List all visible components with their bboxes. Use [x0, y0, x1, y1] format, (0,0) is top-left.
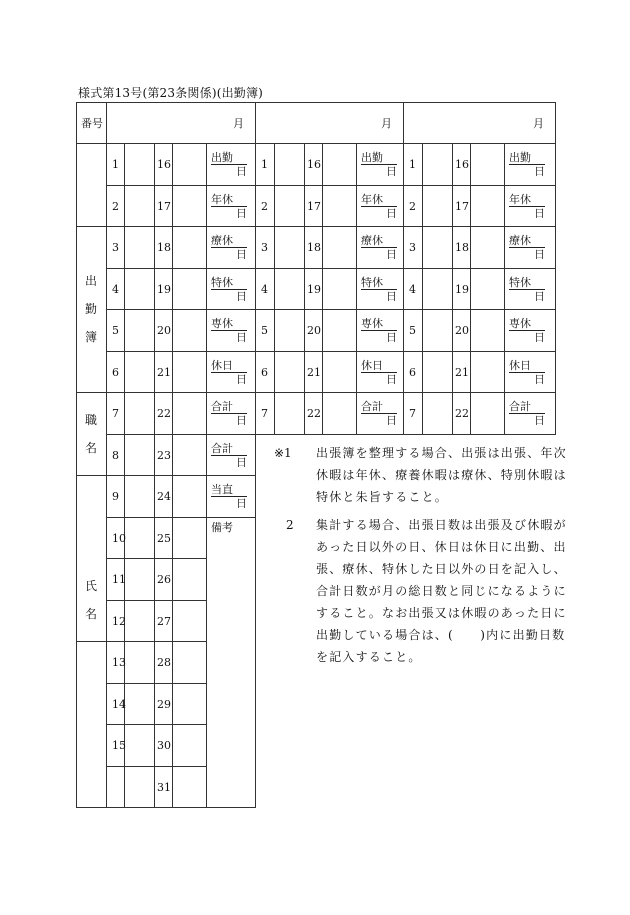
day-unit: 日: [386, 414, 397, 427]
summary-label: 専休: [509, 318, 545, 331]
table-top-border: [76, 102, 556, 103]
day-number: 29: [157, 698, 171, 711]
day-number: 6: [409, 366, 416, 379]
block-row-line: [403, 268, 556, 269]
block-row-line: [255, 226, 404, 227]
summary-field: [361, 151, 397, 178]
block-row-line: [106, 185, 256, 186]
day-number: 16: [455, 158, 469, 171]
table-left-border: [76, 102, 77, 808]
day-number: 17: [157, 200, 171, 213]
day-number: 7: [409, 407, 416, 420]
day-number: 30: [157, 739, 171, 752]
summary-field: [211, 317, 247, 344]
day-number: 22: [455, 407, 469, 420]
label-column-line: [76, 392, 107, 393]
summary-field: [509, 234, 545, 261]
side-label-attendance-char: 勤: [84, 302, 97, 316]
summary-label: 特休: [361, 277, 397, 290]
block-row-line: [106, 226, 256, 227]
summary-field: [509, 193, 545, 220]
day-number: 3: [112, 241, 119, 254]
block-row-line: [403, 392, 556, 393]
day-unit: 日: [236, 497, 247, 510]
day-number: 18: [307, 241, 321, 254]
remarks-left-border: [206, 434, 207, 808]
day-number: 3: [409, 241, 416, 254]
summary-label: 特休: [509, 277, 545, 290]
day-number: 20: [307, 324, 321, 337]
summary-field: [509, 400, 545, 427]
day-number: 13: [112, 656, 126, 669]
day-number: 16: [307, 158, 321, 171]
day-number: 4: [261, 283, 268, 296]
day-number: 2: [112, 200, 119, 213]
day-number: 5: [409, 324, 416, 337]
summary-label: 療休: [361, 235, 397, 248]
day-number: 18: [157, 241, 171, 254]
summary-label: 休日: [211, 360, 247, 373]
summary-label: 休日: [509, 360, 545, 373]
day-unit: 日: [386, 331, 397, 344]
side-label-position-char: 職: [84, 413, 97, 427]
label-column-line: [76, 475, 107, 476]
summary-label: 年休: [211, 194, 247, 207]
day-unit: 日: [236, 373, 247, 386]
summary-label: 専休: [361, 318, 397, 331]
day-unit: 日: [236, 207, 247, 220]
lower-row-line: [106, 600, 207, 601]
summary-field: [211, 234, 247, 261]
day-number: 27: [157, 615, 171, 628]
side-label-attendance-char: 出: [84, 274, 97, 288]
side-label-position-char: 名: [84, 441, 97, 455]
summary-field: [361, 276, 397, 303]
note-1-text: 出張簿を整理する場合、出張は出張、年次休暇は年休、療養休暇は療休、特別休暇は特休と朱旨すること。: [316, 446, 567, 504]
side-label-name-char: 名: [84, 607, 97, 621]
day-number: 1: [112, 158, 119, 171]
summary-field: [211, 400, 247, 427]
summary-field: [509, 359, 545, 386]
summary-label: 当直: [211, 484, 247, 497]
month-header-3: 月: [533, 117, 544, 130]
day-number: 19: [157, 283, 171, 296]
lower-row-line: [106, 724, 207, 725]
summary-field: [509, 276, 545, 303]
block-row-line: [255, 309, 404, 310]
day-number: 23: [157, 449, 171, 462]
summary-label: 専休: [211, 318, 247, 331]
day-number: 7: [261, 407, 268, 420]
summary-field: [361, 359, 397, 386]
day-number: 21: [455, 366, 469, 379]
summary-field: [361, 193, 397, 220]
summary-field: [211, 483, 247, 510]
block-row-line: [255, 434, 404, 435]
day-number: 21: [157, 366, 171, 379]
day-number: 6: [261, 366, 268, 379]
day-unit: 日: [534, 331, 545, 344]
note-2-mark: 2: [286, 518, 294, 532]
day-number: 10: [112, 532, 126, 545]
summary-field: [211, 442, 247, 469]
note-1-mark: ※1: [274, 446, 292, 460]
number-column-border: [106, 102, 107, 808]
label-column-line: [76, 807, 107, 808]
remarks-label: 備考: [211, 521, 233, 534]
day-unit: 日: [534, 414, 545, 427]
side-label-name-char: 氏: [84, 579, 97, 593]
block-row-line: [106, 351, 256, 352]
summary-field: [361, 400, 397, 427]
summary-label: 療休: [509, 235, 545, 248]
lower-row-line: [106, 807, 256, 808]
day-number: 20: [157, 324, 171, 337]
summary-label: 出勤: [509, 152, 545, 165]
block-row-line: [106, 392, 256, 393]
summary-field: [509, 151, 545, 178]
day-number: 21: [307, 366, 321, 379]
day-number: 17: [307, 200, 321, 213]
day-number: 5: [261, 324, 268, 337]
day-unit: 日: [386, 165, 397, 178]
lower-row-line: [106, 558, 207, 559]
day-number: 31: [157, 781, 171, 794]
day-number: 8: [112, 449, 119, 462]
day-unit: 日: [534, 290, 545, 303]
remarks-right-border: [255, 434, 256, 808]
summary-label: 療休: [211, 235, 247, 248]
summary-label: 年休: [361, 194, 397, 207]
summary-field: [211, 359, 247, 386]
day-unit: 日: [236, 248, 247, 261]
day-number: 2: [261, 200, 268, 213]
side-label-attendance-char: 簿: [84, 330, 97, 344]
summary-field: [509, 317, 545, 344]
day-unit: 日: [534, 248, 545, 261]
lower-row-line: [106, 766, 207, 767]
day-number: 6: [112, 366, 119, 379]
day-number: 9: [112, 490, 119, 503]
form-caption: 様式第13号(第23条関係)(出勤簿): [78, 86, 264, 100]
summary-label: 合計: [211, 401, 247, 414]
lower-row-line: [106, 641, 207, 642]
block-row-line: [106, 268, 256, 269]
day-number: 22: [157, 407, 171, 420]
block-row-line: [255, 185, 404, 186]
day-unit: 日: [386, 290, 397, 303]
label-column-line: [76, 226, 107, 227]
day-number: 19: [455, 283, 469, 296]
day-number: 19: [307, 283, 321, 296]
day-unit: 日: [534, 207, 545, 220]
day-number: 11: [112, 573, 126, 586]
note-2-text: 集計する場合、出張日数は出張及び休暇があった日以外の日、休日は休日に出勤、出張、療休、特休した日以外の日を記入し、合計日数が月の総日数と同じになるようにすること。なお出張又は休暇のあった日に出勤している場合は、( )内に出勤日数を記入すること。: [316, 518, 567, 664]
day-number: 1: [261, 158, 268, 171]
day-number: 16: [157, 158, 171, 171]
label-column-line: [76, 641, 107, 642]
summary-field: [211, 276, 247, 303]
summary-label: 特休: [211, 277, 247, 290]
block-row-line: [106, 309, 256, 310]
month-header-1: 月: [233, 117, 244, 130]
day-number: 1: [409, 158, 416, 171]
block-row-line: [106, 434, 256, 435]
summary-field: [361, 317, 397, 344]
summary-label: 合計: [361, 401, 397, 414]
day-number: 17: [455, 200, 469, 213]
block-row-line: [255, 392, 404, 393]
lower-row-line: [106, 683, 207, 684]
summary-label: 出勤: [211, 152, 247, 165]
day-unit: 日: [534, 165, 545, 178]
day-number: 22: [307, 407, 321, 420]
summary-label: 合計: [211, 443, 247, 456]
block-row-line: [403, 309, 556, 310]
day-unit: 日: [236, 414, 247, 427]
day-number: 15: [112, 739, 126, 752]
month-header-2: 月: [381, 117, 392, 130]
summary-field: [361, 234, 397, 261]
day-number: 12: [112, 615, 126, 628]
day-unit: 日: [534, 373, 545, 386]
table-header-border: [76, 143, 556, 144]
block-row-line: [255, 268, 404, 269]
day-number: 20: [455, 324, 469, 337]
summary-label: 年休: [509, 194, 545, 207]
lower-row-line: [106, 517, 256, 518]
day-number: 3: [261, 241, 268, 254]
day-number: 4: [112, 283, 119, 296]
number-header: 番号: [81, 117, 103, 130]
lower-cell-line: [154, 434, 155, 808]
day-number: 2: [409, 200, 416, 213]
lower-cell-line: [172, 434, 173, 808]
day-number: 4: [409, 283, 416, 296]
day-number: 18: [455, 241, 469, 254]
day-unit: 日: [236, 331, 247, 344]
day-number: 26: [157, 573, 171, 586]
day-unit: 日: [236, 456, 247, 469]
summary-label: 合計: [509, 401, 545, 414]
day-unit: 日: [386, 248, 397, 261]
day-number: 25: [157, 532, 171, 545]
day-unit: 日: [236, 290, 247, 303]
block-row-line: [403, 351, 556, 352]
block-row-line: [403, 226, 556, 227]
block-row-line: [255, 351, 404, 352]
summary-field: [211, 151, 247, 178]
day-number: 28: [157, 656, 171, 669]
day-unit: 日: [386, 373, 397, 386]
day-number: 7: [112, 407, 119, 420]
day-unit: 日: [236, 165, 247, 178]
day-unit: 日: [386, 207, 397, 220]
summary-field: [211, 193, 247, 220]
day-number: 24: [157, 490, 171, 503]
day-number: 5: [112, 324, 119, 337]
lower-row-line: [106, 475, 256, 476]
summary-label: 出勤: [361, 152, 397, 165]
day-number: 14: [112, 698, 126, 711]
block-row-line: [403, 434, 556, 435]
summary-label: 休日: [361, 360, 397, 373]
block-row-line: [403, 185, 556, 186]
